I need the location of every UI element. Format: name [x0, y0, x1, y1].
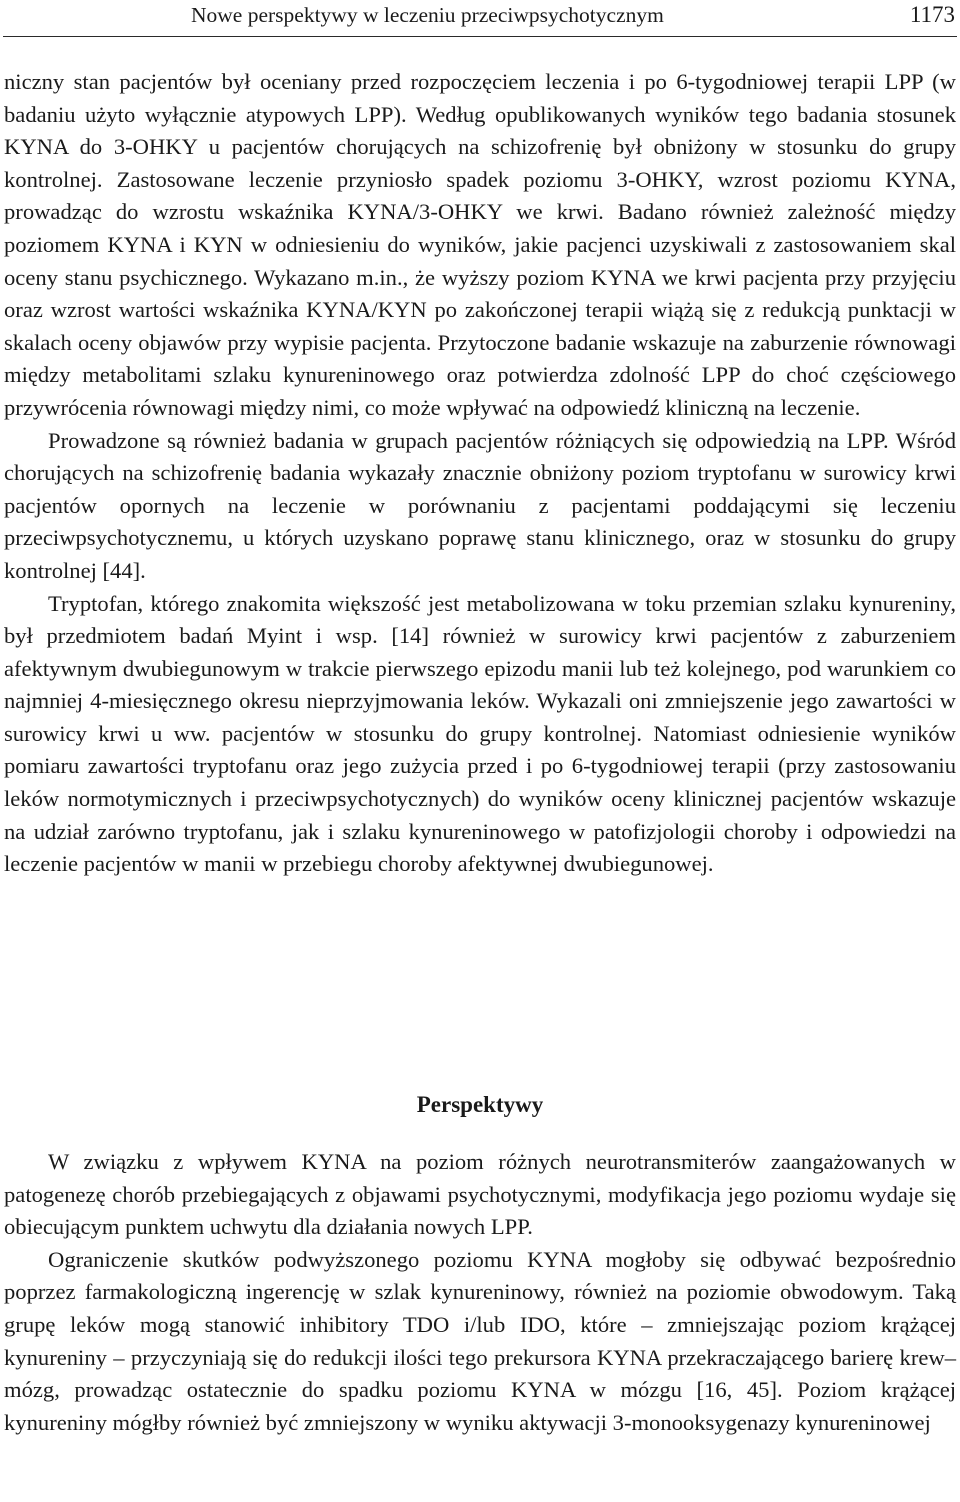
section-heading: Perspektywy	[416, 1092, 544, 1117]
paragraph-continued: niczny stan pacjentów był oceniany przed rozpoczęciem leczenia i po 6-tygodniowej terapii LPP (w badaniu użyto wyłącznie atypowych LPP). Według opublikowanych wyników tego badania stosunek KYNA do 3-OHKY u pacjentów chorujących na schizofrenię był obniżony w stosunku do grupy kontrolnej. Zastosowane leczenie przyniosło spadek poziomu 3-OHKY, wzrost poziomu KYNA, prowadząc do wzrostu wskaźnika KYNA/3-OHKY we krwi. Badano również zależność między poziomem KYNA i KYN w odniesieniu do wyników, jakie pacjenci uzyskiwali z zastosowaniem skal oceny stanu psychicznego. Wykazano m.in., że wyższy poziom KYNA we krwi pacjenta przy przyjęciu oraz wzrost wartości wskaźnika KYNA/KYN po zakończonej terapii wiążą się z redukcją punktacji w skalach oceny objawów przy wypisie pacjenta. Przytoczone badanie wskazuje na zaburzenie równowagi między metabolitami szlaku kynureninowego oraz potwierdza zdolność LPP do choć częściowego przywrócenia równowagi między nimi, co może wpływać na odpowiedź kliniczną na leczenie.	[4, 69, 956, 420]
paragraph: Prowadzone są również badania w grupach pacjentów różniących się odpowiedzią na LPP. Wśród chorujących na schizofrenię badania wykazały znacznie obniżony poziom tryptofanu w surowicy krwi pacjentów opornych na leczenie w porównaniu z pacjentami poddającymi się leczeniu przeciwpsychotycznemu, u których uzyskano poprawę stanu klinicznego, oraz w stosunku do grupy kontrolnej [44].	[4, 427, 956, 583]
page-number: 1173	[909, 2, 955, 27]
paragraph: W związku z wpływem KYNA na poziom różnych neurotransmiterów zaangażowanych w patogenezę chorób przebiegających z objawami psychotycznymi, modyfikacja jego poziomu wydaje się obiecującym punktem uchwytu dla działania nowych LPP.	[4, 1149, 956, 1240]
section-body-text	[4, 1146, 956, 1439]
running-header	[3, 0, 957, 37]
main-body-text	[4, 66, 956, 881]
paragraph: Tryptofan, którego znakomita większość jest metabolizowana w toku przemian szlaku kynureniny, był przedmiotem badań Myint i wsp. [14] również w surowicy krwi pacjentów z zaburzeniem afektywnym dwubiegunowym w trakcie pierwszego epizodu manii lub też kolejnego, pod warunkiem co najmniej 4-miesięcznego okresu nieprzyjmowania leków. Wykazali oni zmniejszenie jego zawartości w surowicy krwi u ww. pacjentów w stosunku do grupy kontrolnej. Natomiast odniesienie wyników pomiaru zawartości tryptofanu oraz jego zużycia przed i po 6-tygodniowej terapii (przy zastosowaniu leków normotymicznych i przeciwpsychotycznych) do wyników oceny klinicznej pacjentów wskazuje na udział zarówno tryptofanu, jak i szlaku kynureninowego w patofizjologii choroby i odpowiedzi na leczenie pacjentów w manii w przebiegu choroby afektywnej dwubiegunowej.	[4, 590, 956, 877]
running-header-title: Nowe perspektywy w leczeniu przeciwpsychotycznym	[191, 3, 664, 27]
paragraph: Ograniczenie skutków podwyższonego poziomu KYNA mogłoby się odbywać bezpośrednio poprzez farmakologiczną ingerencję w szlak kynureninowy, również na poziomie obwodowym. Taką grupę leków mogą stanowić inhibitory TDO i/lub IDO, które – zmniejszając poziom krążącej kynureniny – przyczyniają się do redukcji ilości tego prekursora KYNA przekraczającego barierę krew–mózg, prowadząc ostatecznie do spadku poziomu KYNA w mózgu [16, 45]. Poziom krążącej kynureniny mógłby również być zmniejszony w wyniku aktywacji 3-monooksygenazy kynureninowej	[4, 1246, 956, 1435]
